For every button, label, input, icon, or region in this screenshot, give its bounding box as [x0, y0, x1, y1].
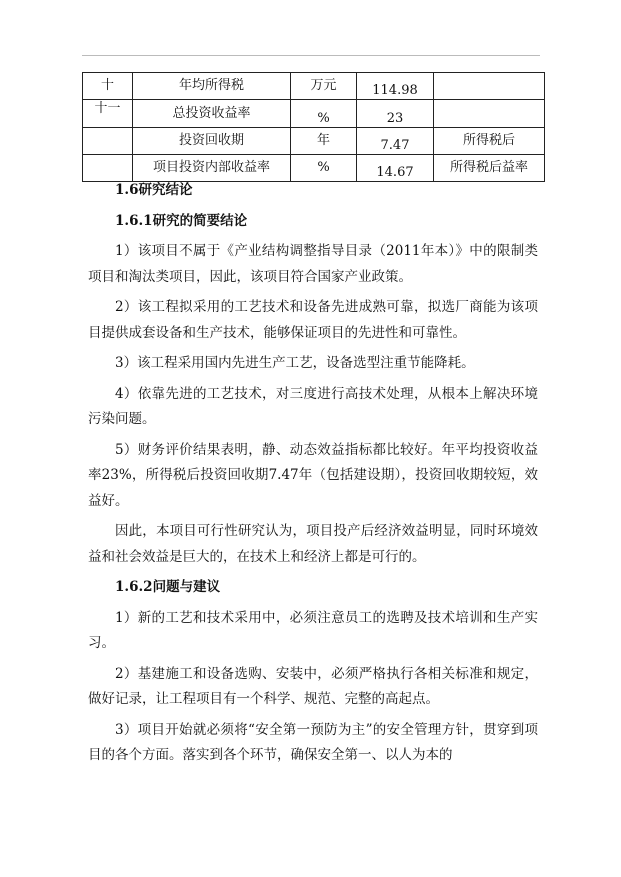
paragraph: 1）该项目不属于《产业结构调整指导目录（2011年本）》中的限制类项目和淘汰类项目，因此，该项目符合国家产业政策。 [88, 243, 538, 285]
paragraph: 5）财务评价结果表明，静、动态效益指标都比较好。年平均投资收益率23%，所得税后投资回收期7.47年（包括建设期），投资回收期较短，效益好。 [88, 441, 538, 509]
table-row [83, 73, 545, 100]
paragraph: 4）依靠先进的工艺技术，对三度进行高技术处理，从根本上解决环境污染问题。 [88, 385, 538, 427]
table-row [83, 100, 545, 128]
table-row [83, 128, 545, 155]
page-header-rule [82, 55, 540, 56]
row-index [83, 128, 133, 155]
row-unit: % [291, 100, 357, 128]
row-item: 项目投资内部收益率 [133, 155, 291, 182]
paragraph: 2）基建施工和设备选购、安装中，必须严格执行各相关标准和规定，做好记录，让工程项目有一个科学、规范、完整的高起点。 [88, 665, 538, 707]
row-index: 十一 [83, 100, 133, 128]
section-heading-1-6-1: 1.6.1研究的简要结论 [115, 212, 248, 229]
row-value: 114.98 [357, 73, 434, 100]
section-heading-1-6: 1.6研究结论 [115, 182, 193, 198]
row-note: 所得税后益率 [434, 155, 545, 182]
row-value: 14.67 [357, 155, 434, 182]
row-unit: % [291, 155, 357, 182]
document-body [88, 178, 538, 769]
financial-summary-table [82, 72, 545, 182]
paragraph: 因此，本项目可行性研究认为，项目投产后经济效益明显，同时环境效益和社会效益是巨大的，在技术上和经济上都是可行的。 [88, 523, 538, 565]
row-index: 十 [83, 73, 133, 100]
row-item: 投资回收期 [133, 128, 291, 155]
row-value: 23 [357, 100, 434, 128]
paragraph: 3）该工程采用国内先进生产工艺，设备选型注重节能降耗。 [115, 355, 475, 371]
paragraph: 1）新的工艺和技术采用中，必须注意员工的选聘及技术培训和生产实习。 [88, 609, 538, 651]
paragraph: 3）项目开始就必须将“安全第一预防为主”的安全管理方针，贯穿到项目的各个方面。落实到各个环节，确保安全第一、以人为本的 [88, 721, 538, 763]
row-note: 所得税后 [434, 128, 545, 155]
row-item: 年均所得税 [133, 73, 291, 100]
row-item: 总投资收益率 [133, 100, 291, 128]
row-note [434, 100, 545, 128]
paragraph: 2）该工程拟采用的工艺技术和设备先进成熟可靠，拟选厂商能为该项目提供成套设备和生产技术，能够保证项目的先进性和可靠性。 [88, 299, 538, 341]
section-heading-1-6-2: 1.6.2问题与建议 [115, 579, 221, 595]
row-unit: 年 [291, 128, 357, 155]
row-unit: 万元 [291, 73, 357, 100]
row-note [434, 73, 545, 100]
row-value: 7.47 [357, 128, 434, 155]
